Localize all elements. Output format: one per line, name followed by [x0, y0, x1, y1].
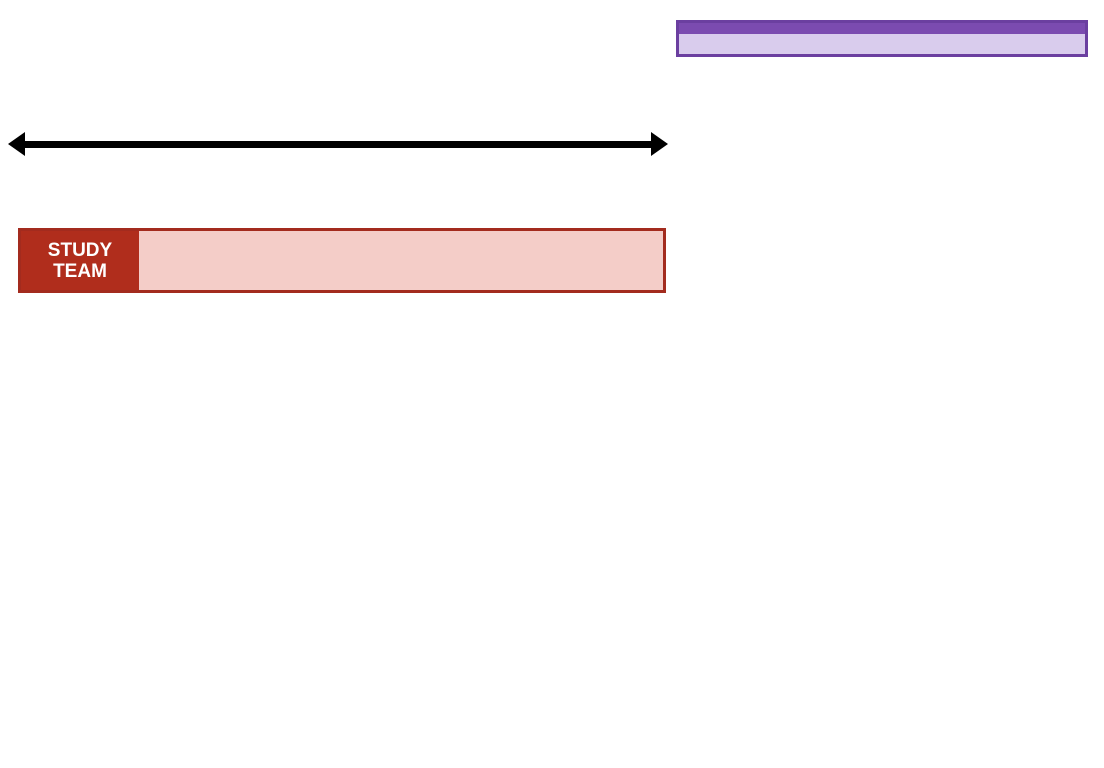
arrow-right-icon: [651, 132, 668, 156]
timeline-bottom-labels: [8, 159, 668, 185]
timeline-top-labels: [8, 82, 668, 130]
timeline-axis: [8, 130, 668, 156]
study-team-panel: [18, 228, 666, 293]
arrow-left-icon: [8, 132, 25, 156]
timeline-section: [8, 80, 668, 225]
eligibility-header: [679, 23, 1085, 34]
matrix-column-headers: [8, 308, 1096, 344]
study-team-label-line1: STUDY: [47, 239, 113, 261]
study-team-members: [139, 231, 663, 290]
study-team-label-line2: TEAM: [53, 260, 107, 282]
study-team-label: [21, 231, 139, 290]
visit-matrix: [8, 308, 1096, 344]
timeline-axis-line: [24, 141, 652, 148]
eligibility-panel: [676, 20, 1088, 57]
eligibility-body: [679, 34, 1085, 54]
